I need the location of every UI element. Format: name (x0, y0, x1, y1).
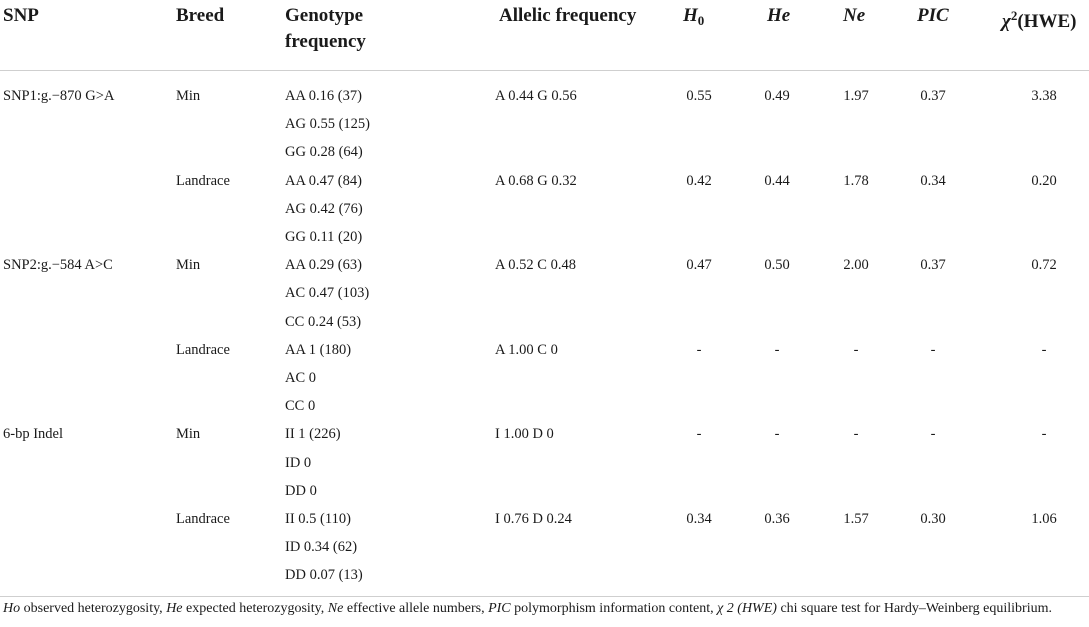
pic-cell: - (930, 341, 936, 358)
snp-cell: 6-bp Indel (3, 426, 63, 443)
he-cell: - (774, 426, 780, 443)
chi-cell: 3.38 (1031, 88, 1057, 104)
snp-cell: SNP2:g.−584 A>C (3, 257, 113, 274)
ne-cell: 1.57 (843, 511, 869, 527)
chi-cell: 1.06 (1031, 511, 1057, 527)
header-chi-square (1002, 3, 1076, 35)
header-pic-text: PIC (917, 5, 949, 26)
chi-cell: - (1041, 341, 1047, 358)
chi-cell: - (1041, 426, 1047, 443)
genotype-cell: AA 0.16 (37) (285, 88, 362, 104)
header-ne (843, 3, 865, 29)
chi-cell: 0.20 (1031, 172, 1057, 189)
breed-cell: Min (176, 426, 201, 443)
allelic-cell: I 1.00 D 0 (495, 426, 554, 443)
pic-cell: 0.37 (920, 88, 946, 104)
genotype-cell: ID 0 (285, 454, 312, 471)
genotype-cell: AG 0.55 (125) (285, 116, 370, 133)
header-h0 (683, 3, 704, 34)
genotype-cell: AC 0.47 (103) (285, 285, 370, 302)
header-allelic-frequency: Allelic frequency (499, 5, 637, 26)
pic-cell: 0.30 (920, 511, 946, 527)
ne-cell: 2.00 (843, 257, 869, 274)
allelic-cell: A 1.00 C 0 (495, 341, 558, 358)
breed-cell: Min (176, 88, 201, 104)
genotype-cell: AA 1 (180) (285, 341, 352, 358)
header-ne-text: Ne (843, 5, 866, 26)
footnote-ne: Ne (327, 601, 344, 616)
he-cell: 0.50 (764, 257, 790, 274)
footnote-chi: χ 2 (HWE) (717, 601, 777, 616)
ne-cell: - (853, 341, 859, 358)
he-cell: 0.36 (764, 511, 790, 527)
header-h0-sub: 0 (697, 13, 705, 28)
genotype-cell: CC 0.24 (53) (285, 313, 362, 330)
h0-cell: 0.34 (686, 511, 712, 527)
header-genotype-line2: frequency (285, 31, 366, 52)
he-cell: - (774, 341, 780, 358)
ne-cell: 1.97 (843, 88, 869, 104)
breed-cell: Min (176, 257, 201, 274)
h0-cell: - (696, 341, 702, 358)
breed-cell: Landrace (176, 511, 230, 527)
genotype-cell: GG 0.11 (20) (285, 229, 363, 245)
allelic-cell: A 0.44 G 0.56 (495, 88, 577, 104)
h0-cell: - (696, 426, 702, 443)
genotype-cell: DD 0.07 (13) (285, 567, 363, 584)
genotype-cell: ID 0.34 (62) (285, 539, 358, 556)
header-rule (0, 70, 1089, 71)
genotype-cell: AG 0.42 (76) (285, 200, 363, 217)
snp-cell: SNP1:g.−870 G>A (3, 88, 115, 104)
header-pic (917, 3, 949, 29)
header-chi-rest: (HWE) (1017, 11, 1077, 32)
header-he (767, 3, 790, 29)
allelic-cell: A 0.68 G 0.32 (495, 172, 577, 189)
genotype-cell: AC 0 (285, 370, 317, 386)
header-he-text: He (767, 5, 791, 26)
footnote-pic: PIC (488, 601, 511, 616)
footnote-ne-text: effective allele numbers, (343, 601, 489, 616)
footer-rule (0, 596, 1089, 597)
header-breed: Breed (176, 5, 225, 26)
header-snp: SNP (3, 5, 39, 26)
footnote-chi-text: chi square test for Hardy–Weinberg equilibrium. (776, 601, 1052, 616)
genotype-cell: AA 0.47 (84) (285, 172, 362, 189)
pic-cell: 0.34 (920, 172, 946, 189)
h0-cell: 0.55 (686, 88, 712, 104)
breed-cell: Landrace (176, 172, 230, 189)
footnote-he: He (166, 601, 183, 616)
table-footnote (3, 600, 1052, 618)
genotype-cell: CC 0 (285, 398, 316, 415)
pic-cell: - (930, 426, 936, 443)
genotype-cell: II 0.5 (110) (285, 511, 351, 527)
genotype-cell: AA 0.29 (63) (285, 257, 362, 274)
ne-cell: - (853, 426, 859, 443)
header-genotype-line1: Genotype (285, 5, 364, 26)
allelic-cell: A 0.52 C 0.48 (495, 257, 576, 274)
genotype-cell: DD 0 (285, 482, 317, 499)
ne-cell: 1.78 (843, 172, 869, 189)
h0-cell: 0.42 (686, 172, 712, 189)
header-h0-main: H (683, 5, 698, 26)
chi-cell: 0.72 (1031, 257, 1057, 274)
allelic-cell: I 0.76 D 0.24 (495, 511, 572, 527)
header-chi-sup: 2 (1010, 8, 1018, 23)
header-chi-symbol: χ (1002, 11, 1011, 32)
footnote-ho: Ho (3, 601, 21, 616)
breed-cell: Landrace (176, 341, 230, 358)
footnote-pic-text: polymorphism information content, (510, 601, 718, 616)
he-cell: 0.44 (764, 172, 790, 189)
h0-cell: 0.47 (686, 257, 712, 274)
pic-cell: 0.37 (920, 257, 946, 274)
genotype-cell: II 1 (226) (285, 426, 341, 443)
footnote-he-text: expected heterozygosity, (182, 601, 328, 616)
he-cell: 0.49 (764, 88, 790, 104)
header-genotype-frequency (285, 3, 366, 55)
genotype-cell: GG 0.28 (64) (285, 144, 363, 161)
footnote-ho-text: observed heterozygosity, (20, 601, 167, 616)
